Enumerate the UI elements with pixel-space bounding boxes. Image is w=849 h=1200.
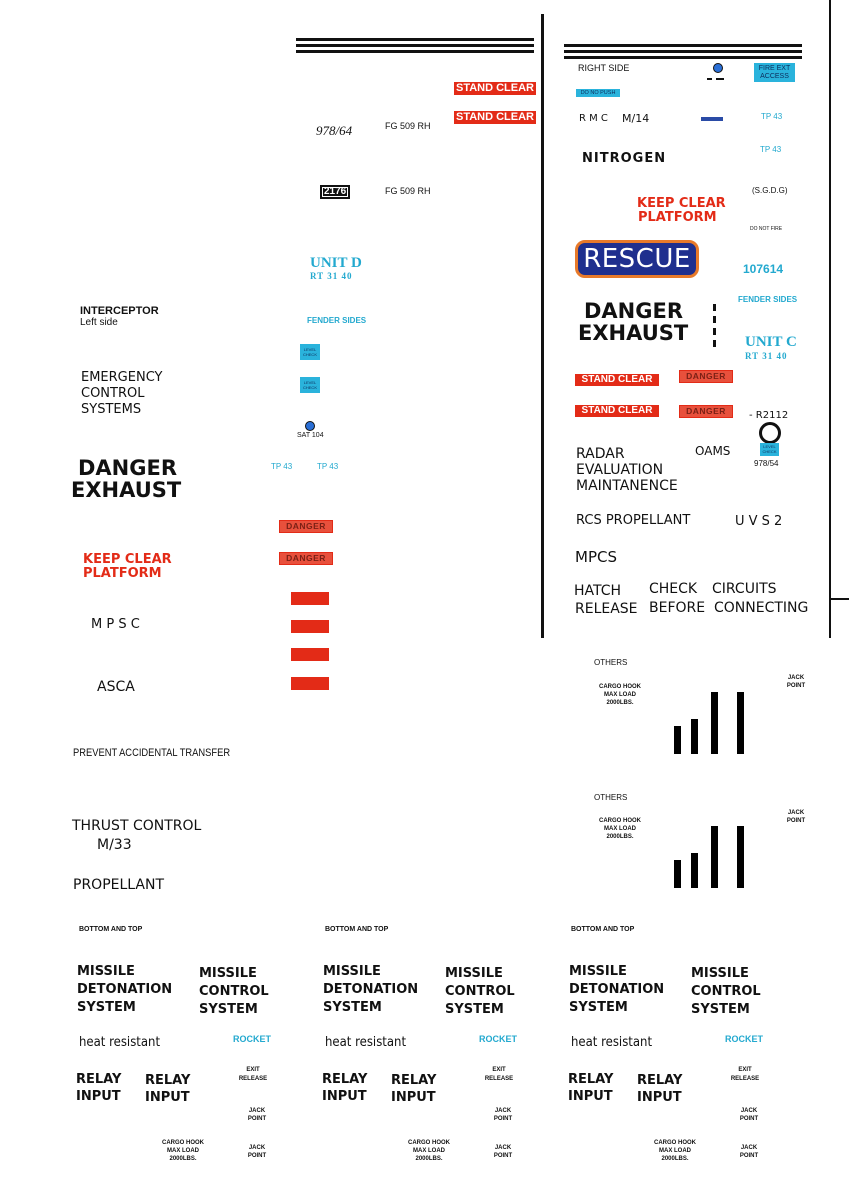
exit-release-label: EXIT RELEASE <box>730 1067 760 1082</box>
stand-clear-sign: STAND CLEAR <box>455 82 534 94</box>
level-check-tag: LEVEL CHECK <box>760 443 779 456</box>
radar-label: RADAR <box>576 446 625 462</box>
heat-resistant-label: heat resistant <box>325 1035 407 1050</box>
oams-label: OAMS <box>695 444 731 458</box>
relay-input-label: RELAY INPUT <box>322 1072 368 1104</box>
cargo-hook-label: CARGO HOOK MAX LOAD 2000LBS. <box>408 1140 450 1162</box>
rmc-label: R M C <box>579 113 608 124</box>
dash-mark <box>716 78 724 80</box>
heat-resistant-label: heat resistant <box>571 1035 653 1050</box>
missile-detonation-label: MISSILE DETONATION SYSTEM <box>569 964 665 1015</box>
platform-label: PLATFORM <box>638 210 717 225</box>
signal-bar-mark <box>711 692 718 754</box>
missile-control-label: MISSILE CONTROL SYSTEM <box>691 966 761 1017</box>
left-side-label: Left side <box>80 317 118 328</box>
small-red-tag <box>291 677 329 690</box>
bottom-top-label: BOTTOM AND TOP <box>325 926 389 933</box>
relay-input-label: RELAY INPUT <box>76 1072 122 1104</box>
m14-label: M/14 <box>622 112 650 125</box>
relay-input-label: RELAY INPUT <box>145 1073 191 1105</box>
cargo-hook-label: CARGO HOOK MAX LOAD 2000LBS. <box>654 1140 696 1162</box>
signal-bar-mark <box>711 826 718 888</box>
stand-clear-sign: STAND CLEAR <box>575 374 659 386</box>
thrust-control-label: THRUST CONTROL <box>72 818 202 834</box>
exit-release-label: EXIT RELEASE <box>238 1067 268 1082</box>
ring-mark <box>759 422 781 444</box>
danger-exhaust-title: DANGER <box>584 299 684 323</box>
signal-bar-mark <box>691 853 698 888</box>
mpsc-label: M P S C <box>91 617 140 632</box>
missile-control-label: MISSILE CONTROL SYSTEM <box>445 966 515 1017</box>
others-label: OTHERS <box>594 658 628 667</box>
asca-label: ASCA <box>97 679 135 695</box>
relay-input-label: RELAY INPUT <box>637 1073 683 1105</box>
jack-point-label: JACK POINT <box>739 1108 759 1122</box>
keep-clear-label: KEEP CLEAR <box>637 196 726 211</box>
relay-input-label: RELAY INPUT <box>391 1073 437 1105</box>
jack-point-label: JACK POINT <box>247 1145 267 1159</box>
jack-point-label: JACK POINT <box>786 810 806 824</box>
code-fg509rh: FG 509 RH <box>385 121 431 131</box>
heat-resistant-label: heat resistant <box>79 1035 161 1050</box>
missile-detonation-label: MISSILE DETONATION SYSTEM <box>77 964 173 1015</box>
tp43-label: TP 43 <box>760 145 782 154</box>
code-fg509rh: FG 509 RH <box>385 186 431 196</box>
unit-d-label: UNIT D <box>310 255 362 271</box>
systems-label: SYSTEMS <box>81 402 142 417</box>
r2112-label: - R2112 <box>749 410 789 421</box>
uvs-label: U V S 2 <box>735 514 783 529</box>
signal-bar-mark <box>737 692 744 754</box>
tp43-label: TP 43 <box>271 462 293 471</box>
indicator-dot-icon <box>713 63 723 73</box>
code-2176-plate: 2176 <box>320 185 350 199</box>
header-stripe-left-3 <box>296 50 534 53</box>
header-stripe-right-2 <box>564 50 802 53</box>
dashed-line-mark <box>713 304 716 348</box>
exit-release-label: EXIT RELEASE <box>484 1067 514 1082</box>
danger-exhaust-title: EXHAUST <box>578 321 689 345</box>
danger-sign: DANGER <box>279 520 333 533</box>
header-stripe-left-2 <box>296 44 534 47</box>
tp43-label: TP 43 <box>761 112 783 121</box>
emergency-label: EMERGENCY <box>81 370 163 385</box>
jack-point-label: JACK POINT <box>493 1108 513 1122</box>
danger-sign: DANGER <box>679 405 733 418</box>
propellant-label: PROPELLANT <box>73 877 164 893</box>
code-978-54: 978/54 <box>754 459 779 468</box>
interceptor-label: INTERCEPTOR <box>80 305 159 317</box>
others-label: OTHERS <box>594 793 628 802</box>
panel-divider-right <box>829 0 831 638</box>
rocket-label: ROCKET <box>725 1034 763 1044</box>
level-check-tag: LEVEL CHECK <box>300 344 320 360</box>
keep-clear-label: KEEP CLEAR <box>83 552 172 567</box>
rcs-propellant-label: RCS PROPELLANT <box>576 513 691 528</box>
header-stripe-left-1 <box>296 38 534 41</box>
rocket-label: ROCKET <box>233 1034 271 1044</box>
sgdg-label: (S.G.D.G) <box>752 186 788 195</box>
small-red-tag <box>291 620 329 633</box>
signal-bar-mark <box>691 719 698 754</box>
dash-mark <box>707 78 712 80</box>
code-107614: 107614 <box>743 262 784 276</box>
cargo-hook-label: CARGO HOOK MAX LOAD 2000LBS. <box>599 684 641 706</box>
control-label: CONTROL <box>81 386 145 401</box>
hatch-label: HATCH <box>574 583 622 599</box>
indicator-dot-icon <box>305 421 315 431</box>
rocket-label: ROCKET <box>479 1034 517 1044</box>
stand-clear-sign: STAND CLEAR <box>455 111 534 123</box>
panel-divider-notch <box>829 598 849 600</box>
do-not-fire-label: DO NOT FIRE <box>750 226 783 232</box>
rescue-sign: RESCUE <box>575 240 699 278</box>
header-stripe-right-3 <box>564 56 802 59</box>
nitrogen-label: NITROGEN <box>582 151 667 166</box>
tp43-label: TP 43 <box>317 462 339 471</box>
signal-bar-mark <box>674 726 681 754</box>
small-red-tag <box>291 592 329 605</box>
connecting-label: CONNECTING <box>714 600 809 616</box>
cargo-hook-label: CARGO HOOK MAX LOAD 2000LBS. <box>599 818 641 840</box>
danger-exhaust-title: EXHAUST <box>71 478 182 502</box>
circuits-label: CIRCUITS <box>712 581 777 597</box>
jack-point-label: JACK POINT <box>786 675 806 689</box>
jack-point-label: JACK POINT <box>739 1145 759 1159</box>
before-label: BEFORE <box>649 600 706 616</box>
jack-point-label: JACK POINT <box>493 1145 513 1159</box>
right-side-label: RIGHT SIDE <box>578 63 630 73</box>
bottom-top-label: BOTTOM AND TOP <box>79 926 143 933</box>
rt3140-label: RT 31 40 <box>745 351 788 361</box>
stand-clear-sign: STAND CLEAR <box>575 405 659 417</box>
missile-control-label: MISSILE CONTROL SYSTEM <box>199 966 269 1017</box>
header-stripe-right-1 <box>564 44 802 47</box>
platform-label: PLATFORM <box>83 566 162 581</box>
fender-sides-label: FENDER SIDES <box>307 316 367 325</box>
level-check-tag: LEVEL CHECK <box>300 377 320 393</box>
signal-bar-mark <box>737 826 744 888</box>
danger-sign: DANGER <box>279 552 333 565</box>
danger-exhaust-title: DANGER <box>78 456 178 480</box>
sat104-label: SAT 104 <box>297 432 324 439</box>
jack-point-label: JACK POINT <box>247 1108 267 1122</box>
unit-c-label: UNIT C <box>745 334 797 350</box>
missile-detonation-label: MISSILE DETONATION SYSTEM <box>323 964 419 1015</box>
code-978-64: 978/64 <box>316 123 353 138</box>
fire-ext-access-tag: FIRE EXT ACCESS <box>754 63 795 82</box>
prevent-transfer-label: PREVENT ACCIDENTAL TRANSFER <box>73 747 231 759</box>
release-label: RELEASE <box>575 601 638 617</box>
cargo-hook-label: CARGO HOOK MAX LOAD 2000LBS. <box>162 1140 204 1162</box>
maintanence-label: MAINTANENCE <box>576 478 678 494</box>
bottom-top-label: BOTTOM AND TOP <box>571 926 635 933</box>
blue-bar-mark <box>701 117 723 121</box>
small-red-tag <box>291 648 329 661</box>
m33-label: M/33 <box>97 837 132 853</box>
mpcs-label: MPCS <box>575 548 617 566</box>
danger-sign: DANGER <box>679 370 733 383</box>
relay-input-label: RELAY INPUT <box>568 1072 614 1104</box>
fender-sides-label: FENDER SIDES <box>738 295 798 304</box>
signal-bar-mark <box>674 860 681 888</box>
evaluation-label: EVALUATION <box>576 462 664 478</box>
panel-divider-left <box>541 14 544 638</box>
check-label: CHECK <box>649 581 698 597</box>
rt3140-label: RT 31 40 <box>310 271 353 281</box>
do-no-push-tag: DO NO PUSH <box>576 89 620 97</box>
